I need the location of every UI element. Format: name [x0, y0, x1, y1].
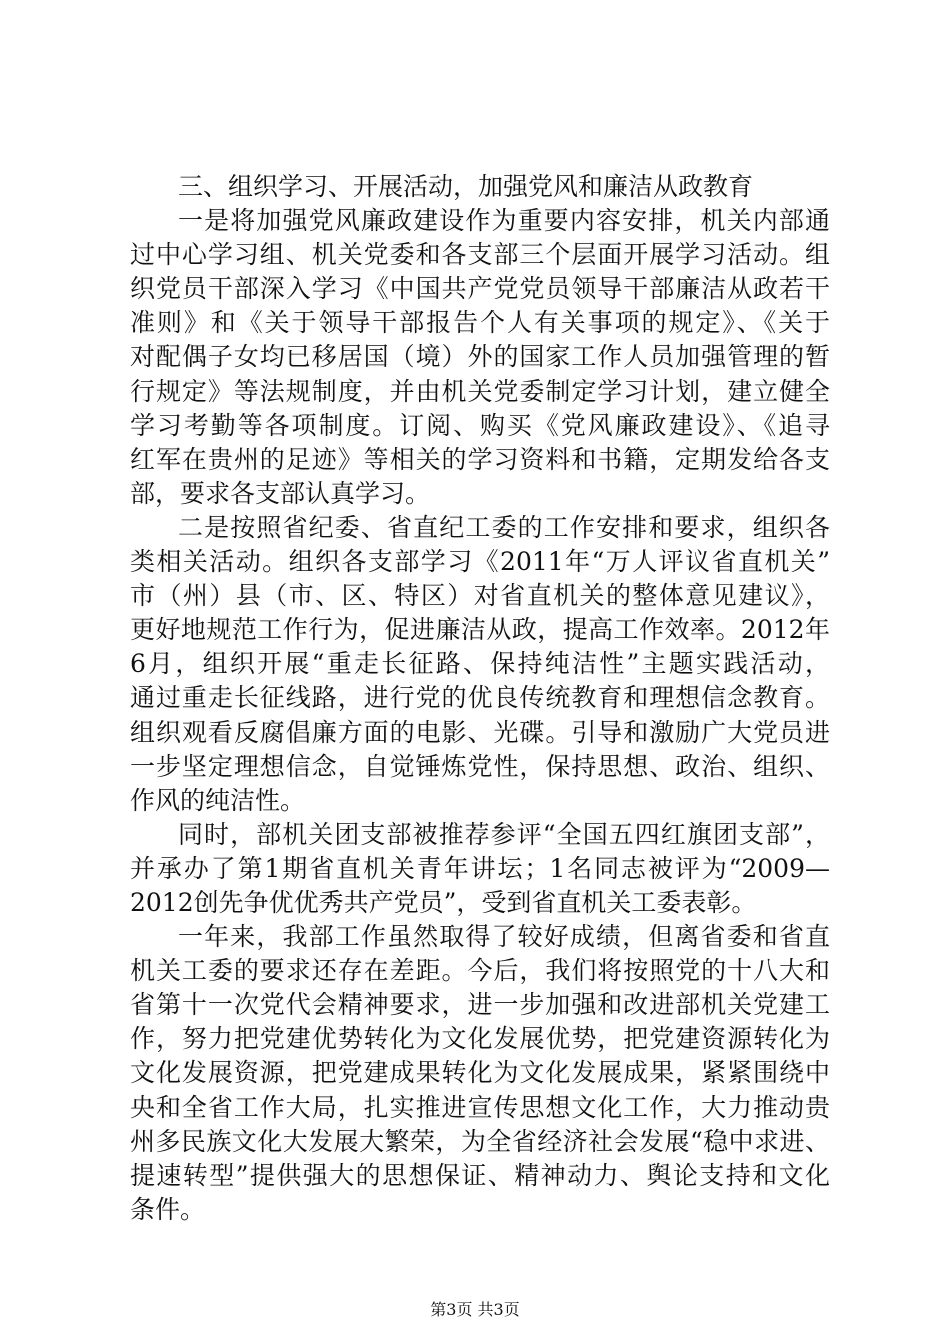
paragraph-1-line: 过中心学习组、机关党委和各支部三个层面开展学习活动。组 — [130, 240, 830, 270]
paragraph-4-line: 提速转型”提供强大的思想保证、精神动力、舆论支持和文化 — [130, 1160, 830, 1190]
paragraph-4-line: 作，努力把党建优势转化为文化发展优势，把党建资源转化为 — [130, 1024, 830, 1054]
paragraph-4-line: 条件。 — [130, 1194, 206, 1224]
paragraph-4-line: 一年来，我部工作虽然取得了较好成绩，但离省委和省直 — [178, 922, 830, 952]
page-footer: 第3页 共3页 — [430, 1300, 520, 1319]
paragraph-2-line: 类相关活动。组织各支部学习《2011年“万人评议省直机关” — [130, 547, 830, 577]
paragraph-1-line: 行规定》等法规制度，并由机关党委制定学习计划，建立健全 — [130, 376, 830, 406]
paragraph-1-line: 部，要求各支部认真学习。 — [130, 478, 431, 508]
paragraph-4-line: 机关工委的要求还存在差距。今后，我们将按照党的十八大和 — [130, 956, 830, 986]
paragraph-2-line: 通过重走长征线路，进行党的优良传统教育和理想信念教育。 — [130, 683, 830, 713]
paragraph-2-line: 市（州）县（市、区、特区）对省直机关的整体意见建议》， — [130, 581, 830, 611]
paragraph-2-line: 作风的纯洁性。 — [130, 785, 306, 815]
paragraph-2-line: 更好地规范工作行为，促进廉洁从政，提高工作效率。2012年 — [130, 615, 830, 645]
paragraph-1-line: 学习考勤等各项制度。订阅、购买《党风廉政建设》、《追寻 — [130, 410, 830, 440]
paragraph-1-line: 对配偶子女均已移居国（境）外的国家工作人员加强管理的暂 — [130, 342, 830, 372]
paragraph-1-line: 一是将加强党风廉政建设作为重要内容安排，机关内部通 — [178, 206, 830, 236]
paragraph-4-line: 文化发展资源，把党建成果转化为文化发展成果，紧紧围绕中 — [130, 1058, 830, 1088]
paragraph-2-line: 组织观看反腐倡廉方面的电影、光碟。引导和激励广大党员进 — [130, 717, 830, 747]
section-heading: 三、组织学习、开展活动，加强党风和廉洁从政教育 — [178, 172, 754, 201]
paragraph-3-line: 并承办了第1期省直机关青年讲坛；1名同志被评为“2009— — [130, 853, 830, 883]
paragraph-3-line: 2012创先争优优秀共产党员”，受到省直机关工委表彰。 — [130, 887, 757, 917]
paragraph-1-line: 准则》和《关于领导干部报告个人有关事项的规定》、《关于 — [130, 308, 830, 338]
paragraph-1-line: 红军在贵州的足迹》等相关的学习资料和书籍，定期发给各支 — [130, 444, 830, 474]
paragraph-3-line: 同时，部机关团支部被推荐参评“全国五四红旗团支部”， — [178, 819, 830, 849]
paragraph-1-line: 织党员干部深入学习《中国共产党党员领导干部廉洁从政若干 — [130, 274, 830, 304]
paragraph-2-line: 6月，组织开展“重走长征路、保持纯洁性”主题实践活动， — [130, 649, 830, 679]
paragraph-2-line: 一步坚定理想信念，自觉锤炼党性，保持思想、政治、组织、 — [130, 751, 830, 781]
document-body — [130, 170, 830, 1227]
paragraph-4-line: 省第十一次党代会精神要求，进一步加强和改进部机关党建工 — [130, 990, 830, 1020]
paragraph-2-line: 二是按照省纪委、省直纪工委的工作安排和要求，组织各 — [178, 512, 830, 542]
paragraph-4-line: 州多民族文化大发展大繁荣，为全省经济社会发展“稳中求进、 — [130, 1126, 830, 1156]
paragraph-4-line: 央和全省工作大局，扎实推进宣传思想文化工作，大力推动贵 — [130, 1092, 830, 1122]
